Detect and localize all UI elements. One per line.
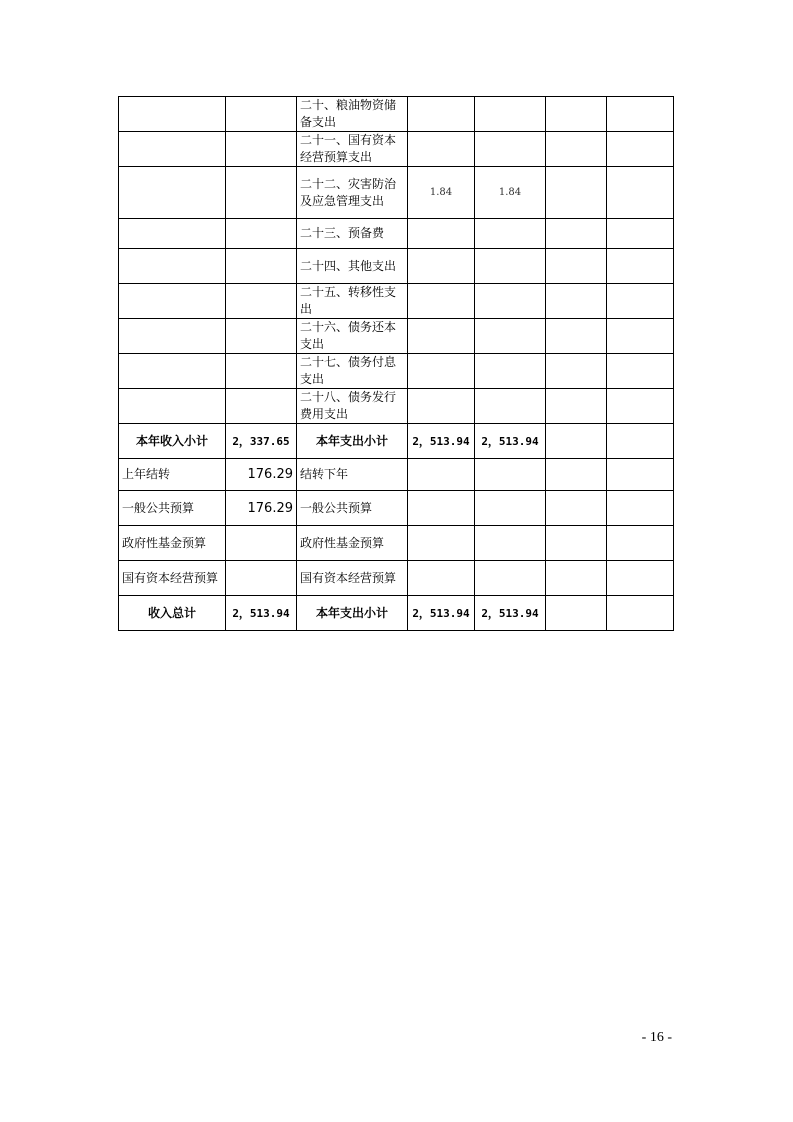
table-row: [119, 526, 674, 561]
expense-item-label: 二十八、债务发行费用支出: [297, 389, 408, 424]
expense-item-label: 二十一、国有资本经营预算支出: [297, 132, 408, 167]
expense-total-label: 本年支出小计: [297, 596, 408, 631]
table-row: [119, 561, 674, 596]
income-subtotal-label: 本年收入小计: [119, 424, 226, 459]
expense-item-label: 二十六、债务还本支出: [297, 319, 408, 354]
income-item-label: 国有资本经营预算: [119, 561, 226, 596]
expense-item-label: 二十、粮油物资储备支出: [297, 97, 408, 132]
expense-total-value-2: 2，513.94: [475, 596, 546, 631]
income-item-value: 176.29: [226, 491, 297, 526]
expense-subtotal-label: 本年支出小计: [297, 424, 408, 459]
table-row: [119, 459, 674, 491]
subtotal-row: [119, 424, 674, 459]
expense-item-label: 二十四、其他支出: [297, 249, 408, 284]
expense-item-label: 二十五、转移性支出: [297, 284, 408, 319]
expense-item-label: 政府性基金预算: [297, 526, 408, 561]
budget-table: [118, 96, 674, 631]
table-row: [119, 132, 674, 167]
table-row: [119, 167, 674, 219]
table-row: [119, 249, 674, 284]
expense-value: 1.84: [408, 167, 475, 219]
total-row: [119, 596, 674, 631]
table-row: [119, 389, 674, 424]
table-row: [119, 491, 674, 526]
expense-value: 1.84: [475, 167, 546, 219]
income-total-label: 收入总计: [119, 596, 226, 631]
expense-item-label: 二十七、债务付息支出: [297, 354, 408, 389]
income-item-label: 政府性基金预算: [119, 526, 226, 561]
expense-item-label: 二十三、预备费: [297, 219, 408, 249]
expense-item-label: 一般公共预算: [297, 491, 408, 526]
expense-subtotal-value: 2，513.94: [408, 424, 475, 459]
income-total-value: 2，513.94: [226, 596, 297, 631]
expense-subtotal-value-2: 2，513.94: [475, 424, 546, 459]
income-item-value: 176.29: [226, 459, 297, 491]
expense-item-label: 国有资本经营预算: [297, 561, 408, 596]
table-row: [119, 354, 674, 389]
expense-item-label: 二十二、灾害防治及应急管理支出: [297, 167, 408, 219]
table-row: [119, 284, 674, 319]
income-item-label: 一般公共预算: [119, 491, 226, 526]
expense-item-label: 结转下年: [297, 459, 408, 491]
expense-total-value: 2，513.94: [408, 596, 475, 631]
table-row: [119, 319, 674, 354]
page-number: - 16 -: [641, 1030, 672, 1045]
table-row: [119, 219, 674, 249]
table-row: [119, 97, 674, 132]
income-item-label: 上年结转: [119, 459, 226, 491]
income-subtotal-value: 2，337.65: [226, 424, 297, 459]
